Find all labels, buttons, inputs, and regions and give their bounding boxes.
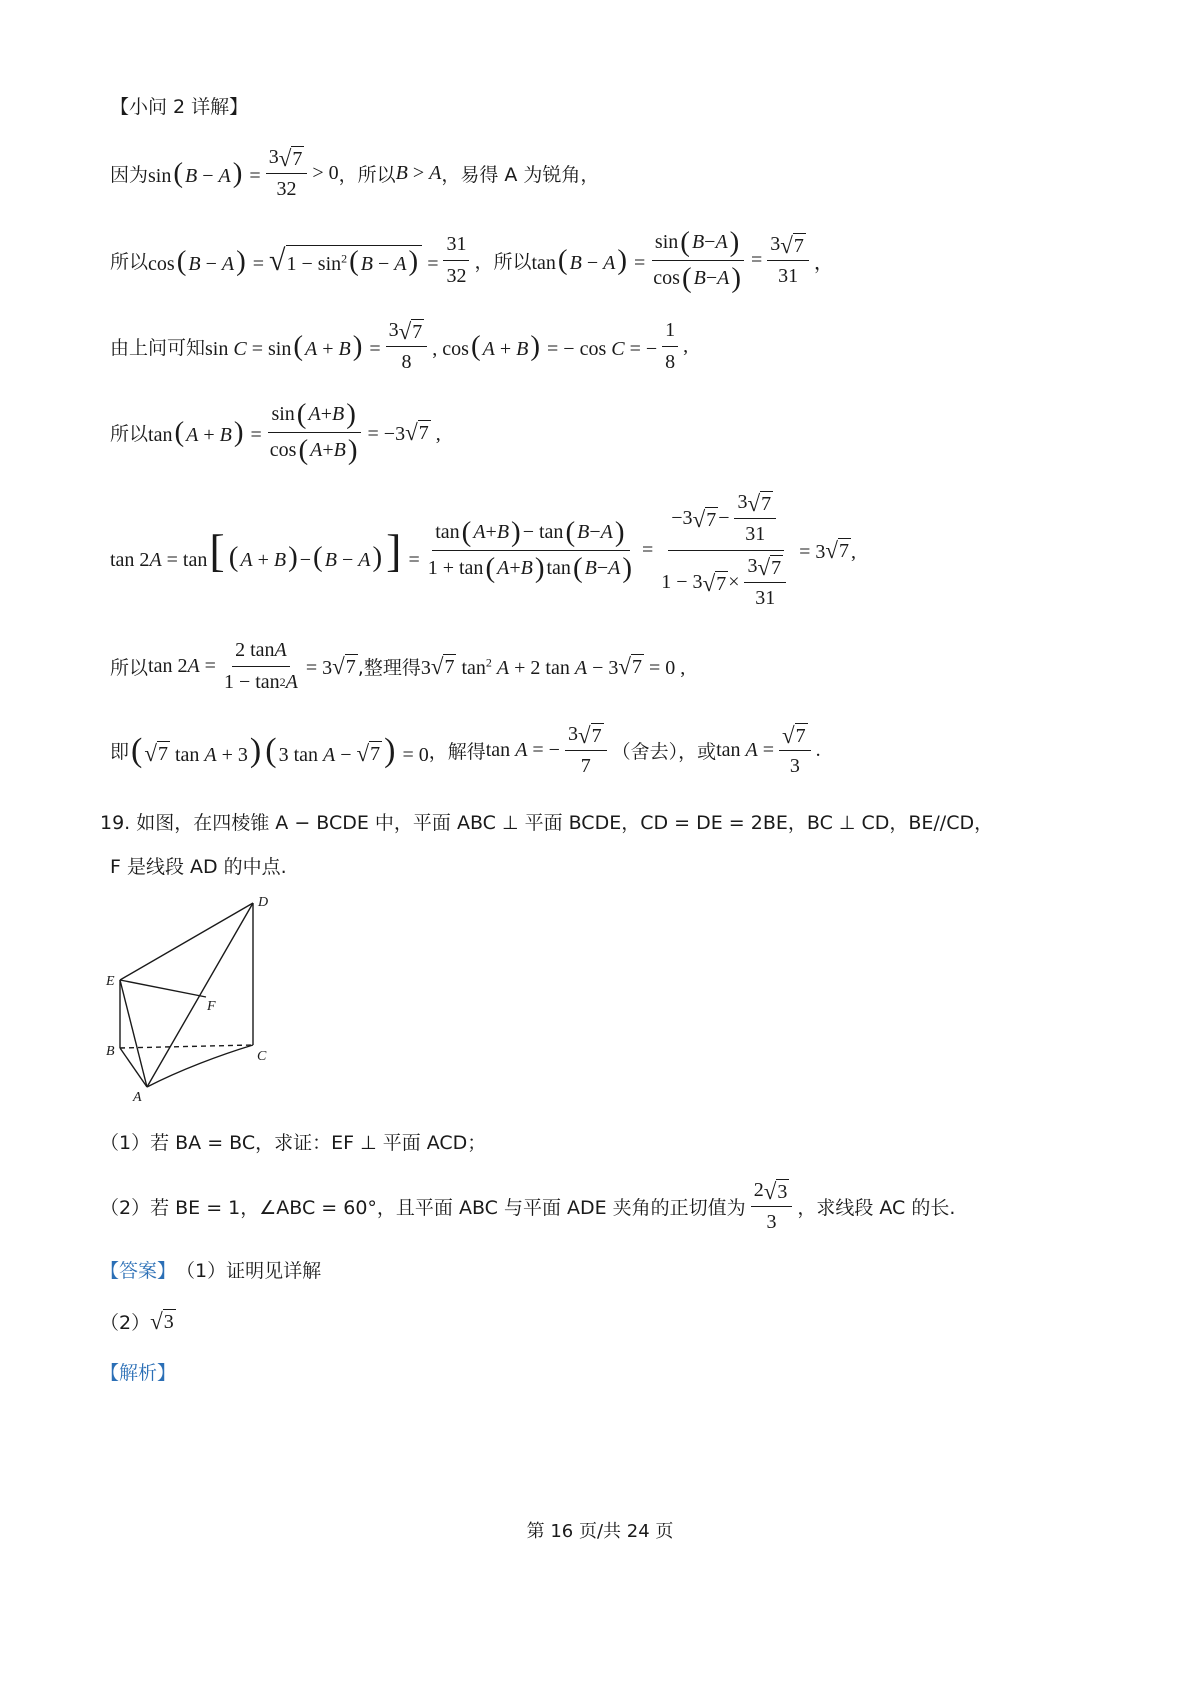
solution-line-6: 所以 tan 2A = 2 tan A 1 − tan 2 A = 3 √ 7 ,整理得 3 √ 7 $\tan^2 A + 2$ tan A − 3 √ 7 = 0 , xyxy=(110,639,686,693)
label-D: D xyxy=(258,895,269,910)
page-footer: 第 16 页/共 24 页 xyxy=(526,1521,674,1542)
edge-AC xyxy=(147,1045,253,1087)
solution-line-1: 因为 sin( B − A) = 3 √ 7 32 > 0 ，所以 B > A ，易得 A 为锐角， xyxy=(110,145,600,200)
label-A: A xyxy=(133,1090,142,1105)
answer-tag: 【答案】 xyxy=(100,1260,177,1282)
edge-BC-hidden xyxy=(120,1045,253,1048)
q19-line-1: 19. 如图，在四棱锥 A − BCDE 中，平面 ABC ⊥ 平面 BCDE，CD = DE = 2BE，BC ⊥ CD，BE//CD， xyxy=(100,812,994,834)
solution-line-2: 所以 cos( B − A) = √ $1 - \sin^2$( B − A) = $\frac{31}{32}$ ，所以 tan( B − A) = sin ( B − A ) cos ( B − A ) = 3 √ 7 31 ， xyxy=(110,226,834,294)
pyramid-figure xyxy=(100,890,300,1105)
label-E: E xyxy=(106,974,115,989)
edge-ED xyxy=(120,903,253,980)
answer-line-1: 【答案】 （1）证明见详解 xyxy=(100,1256,1110,1283)
solution-line-7: 即 ( √ 7 tan A + 3) ( 3 tan A − √ 7 ) = 0 ，解得 tan A = − 3 √ 7 7 （舍去），或 tan A = √ 7 3 . xyxy=(110,722,821,777)
analysis-tag: 【解析】 xyxy=(100,1362,177,1384)
label-B: B xyxy=(106,1044,115,1059)
solution-line-5: tan 2A = tan[ ( A + B) −( B − A)] = tan ( A + B ) − tan ( B − A ) 1 + tan ( A + B ) tan ( B − A ) = −3 √ 7 − 3 √ 7 31 1 − 3 √ 7 × 3 √ 7 31 = 3 √ 7 , xyxy=(110,490,856,609)
edge-EA xyxy=(120,980,147,1087)
analysis-line xyxy=(100,1358,1110,1385)
edge-AD xyxy=(147,903,253,1087)
solution-line-4: 所以 tan( A + B) = sin ( A + B ) cos ( A + B ) = −3 √ 7 , xyxy=(110,398,441,466)
q19-sub-2: （2）若 BE = 1，∠ABC = 60°，且平面 ABC 与平面 ADE 夹角的正切值为 2 √ 3 3 ，求线段 AC 的长. xyxy=(100,1178,956,1233)
answer-line-2: （2） √ 3 xyxy=(100,1308,174,1334)
q19-line-2: F 是线段 AD 的中点. xyxy=(110,856,287,878)
part2-heading: 【小问 2 详解】 xyxy=(110,96,249,118)
solution-line-3: 由上问可知 sin C = sin( A + B) = 3 √ 7 8 , cos( A + B) = − cos C = − $\frac{1}{8}$ , xyxy=(110,318,689,373)
q19-sub-1: （1）若 BA = BC，求证：EF ⊥ 平面 ACD； xyxy=(100,1132,487,1154)
edge-BA xyxy=(120,1048,147,1087)
label-F: F xyxy=(207,999,216,1014)
label-C: C xyxy=(257,1049,267,1064)
edge-EF xyxy=(120,980,206,997)
